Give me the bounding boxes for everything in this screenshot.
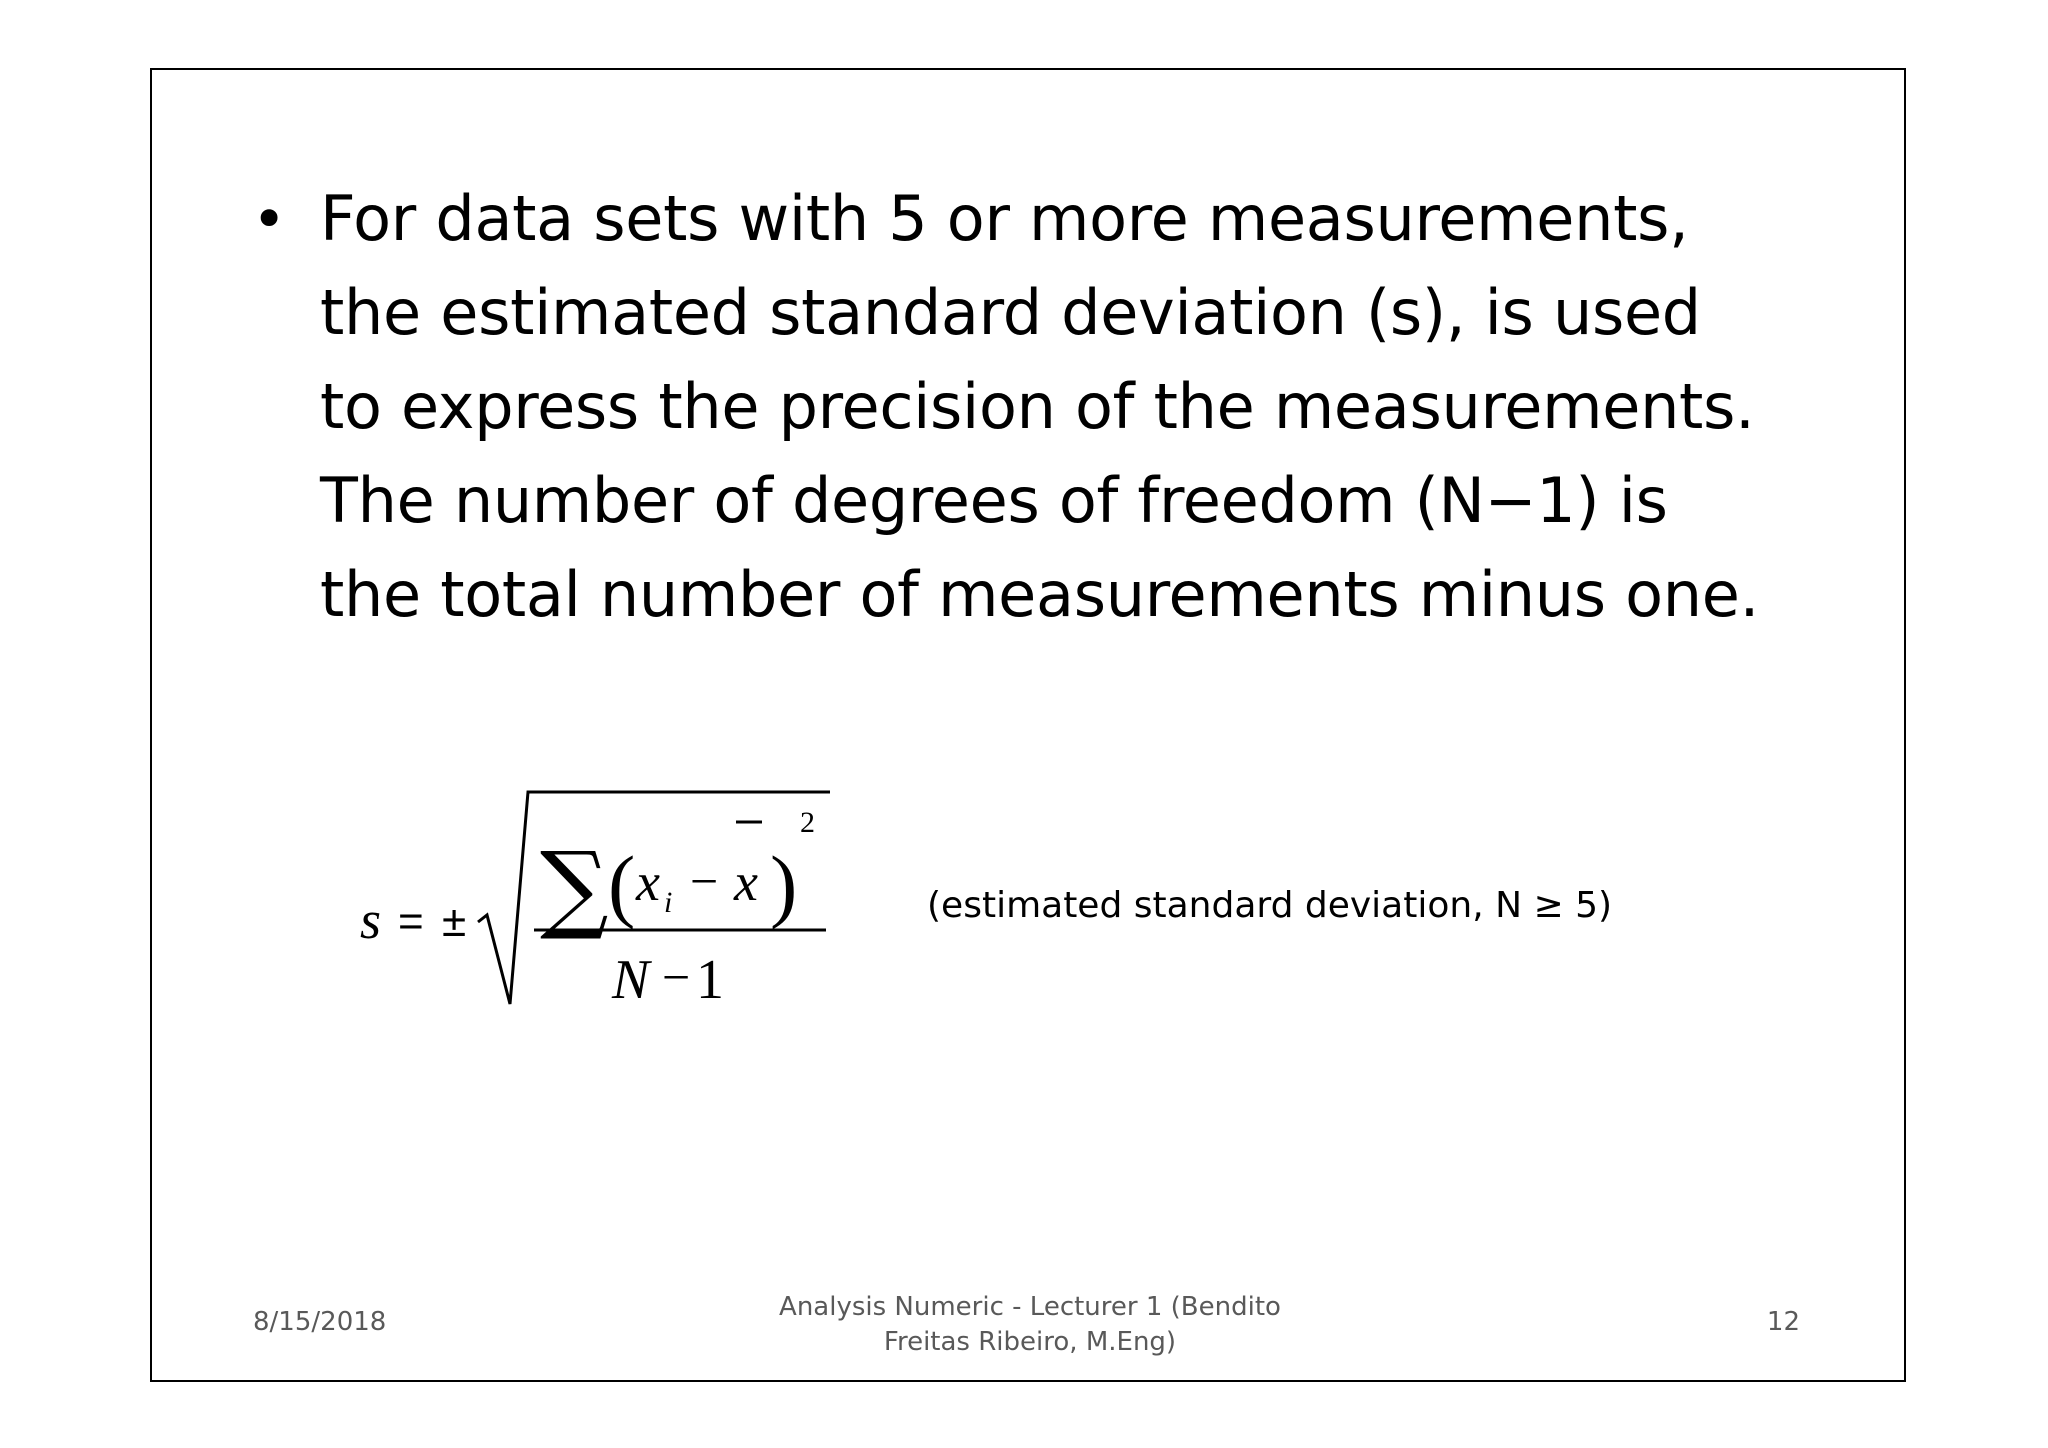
formula-denominator-minus: − [662, 949, 691, 1005]
footer-date: 8/15/2018 [253, 1307, 387, 1337]
bullet-line: the total number of measurements minus one. [320, 558, 1760, 631]
formula-note: (estimated standard deviation, N ≥ 5) [927, 885, 1613, 926]
standard-deviation-formula [350, 780, 850, 1020]
page-number: 12 [1766, 1307, 1800, 1337]
formula-equals: = [398, 897, 424, 946]
formula-x-bar: x [734, 852, 758, 912]
formula-denominator-n: N [612, 949, 650, 1011]
formula-lhs: s [360, 890, 382, 950]
formula-denominator-one: 1 [696, 949, 724, 1011]
formula-x-subscript: i [664, 886, 673, 919]
formula-plus-minus: ± [442, 897, 467, 946]
formula-left-paren: ( [608, 839, 636, 930]
formula-sum: ∑ [540, 831, 609, 943]
formula-x: x [636, 852, 660, 912]
formula-exponent: 2 [800, 806, 815, 839]
footer-title-line: Analysis Numeric - Lecturer 1 (Bendito [779, 1292, 1281, 1322]
bullet-line: The number of degrees of freedom (N−1) is [320, 464, 1668, 537]
bullet-marker: • [252, 185, 287, 253]
bullet-line: to express the precision of the measurements. [320, 370, 1755, 443]
footer-title-line: Freitas Ribeiro, M.Eng) [883, 1327, 1177, 1357]
formula-minus: − [690, 853, 719, 909]
bullet-line: For data sets with 5 or more measurements, [320, 182, 1689, 255]
formula-right-paren: ) [770, 839, 798, 930]
bullet-line: the estimated standard deviation (s), is used [320, 276, 1701, 349]
footer-title [760, 1290, 1300, 1360]
bullet-text [320, 172, 1880, 642]
